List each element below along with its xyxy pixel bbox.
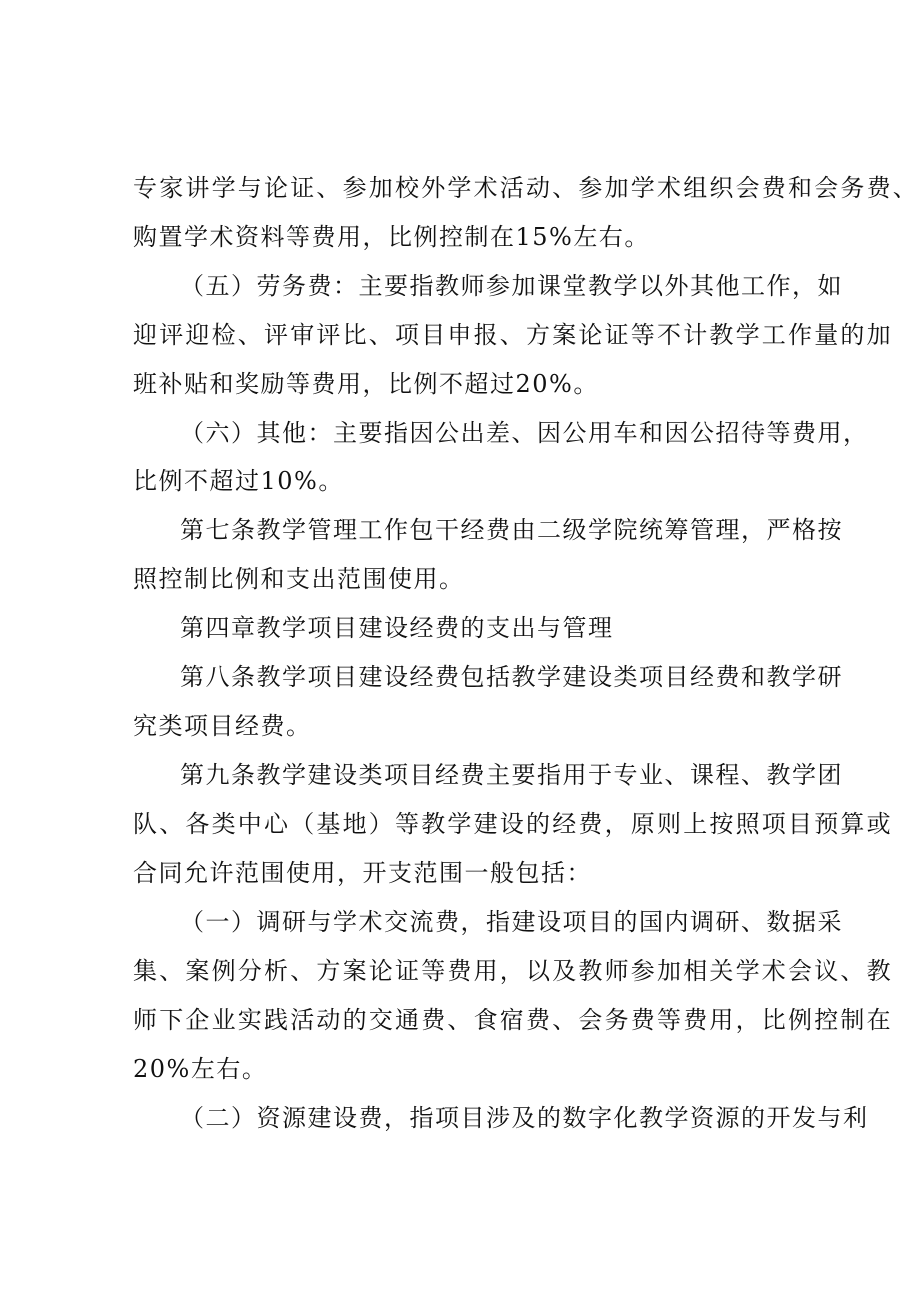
text-line: 集、案例分析、方案论证等费用，以及教师参加相关学术会议、教 xyxy=(133,957,893,985)
text-line: 照控制比例和支出范围使用。 xyxy=(133,565,465,593)
chapter-heading: 第四章教学项目建设经费的支出与管理 xyxy=(180,614,614,642)
text-line: 第八条教学项目建设经费包括教学建设类项目经费和教学研 xyxy=(180,663,843,691)
text-line: 迎评迎检、评审评比、项目申报、方案论证等不计教学工作量的加 xyxy=(133,321,893,349)
text-line: 第七条教学管理工作包干经费由二级学院统筹管理，严格按 xyxy=(180,516,843,544)
text-line: （二）资源建设费，指项目涉及的数字化教学资源的开发与利 xyxy=(180,1104,869,1132)
text-line: 究类项目经费。 xyxy=(133,712,312,740)
text-line: 第九条教学建设类项目经费主要指用于专业、课程、教学团 xyxy=(180,761,843,789)
text-line: 班补贴和奖励等费用，比例不超过20%。 xyxy=(133,370,599,398)
text-line: 队、各类中心（基地）等教学建设的经费，原则上按照项目预算或 xyxy=(133,810,893,838)
text-line: 师下企业实践活动的交通费、食宿费、会务费等费用，比例控制在 xyxy=(133,1006,893,1034)
text-line: 比例不超过10%。 xyxy=(133,467,344,495)
text-line: 合同允许范围使用，开支范围一般包括： xyxy=(133,859,592,887)
text-line: （六）其他：主要指因公出差、因公用车和因公招待等费用， xyxy=(180,419,869,447)
text-line: （一）调研与学术交流费，指建设项目的国内调研、数据采 xyxy=(180,908,843,936)
text-line: 20%左右。 xyxy=(133,1055,268,1083)
text-line: 购置学术资料等费用，比例控制在15%左右。 xyxy=(133,223,650,251)
text-line: （五）劳务费：主要指教师参加课堂教学以外其他工作，如 xyxy=(180,272,843,300)
text-line: 专家讲学与论证、参加校外学术活动、参加学术组织会费和会务费、 xyxy=(133,174,919,202)
